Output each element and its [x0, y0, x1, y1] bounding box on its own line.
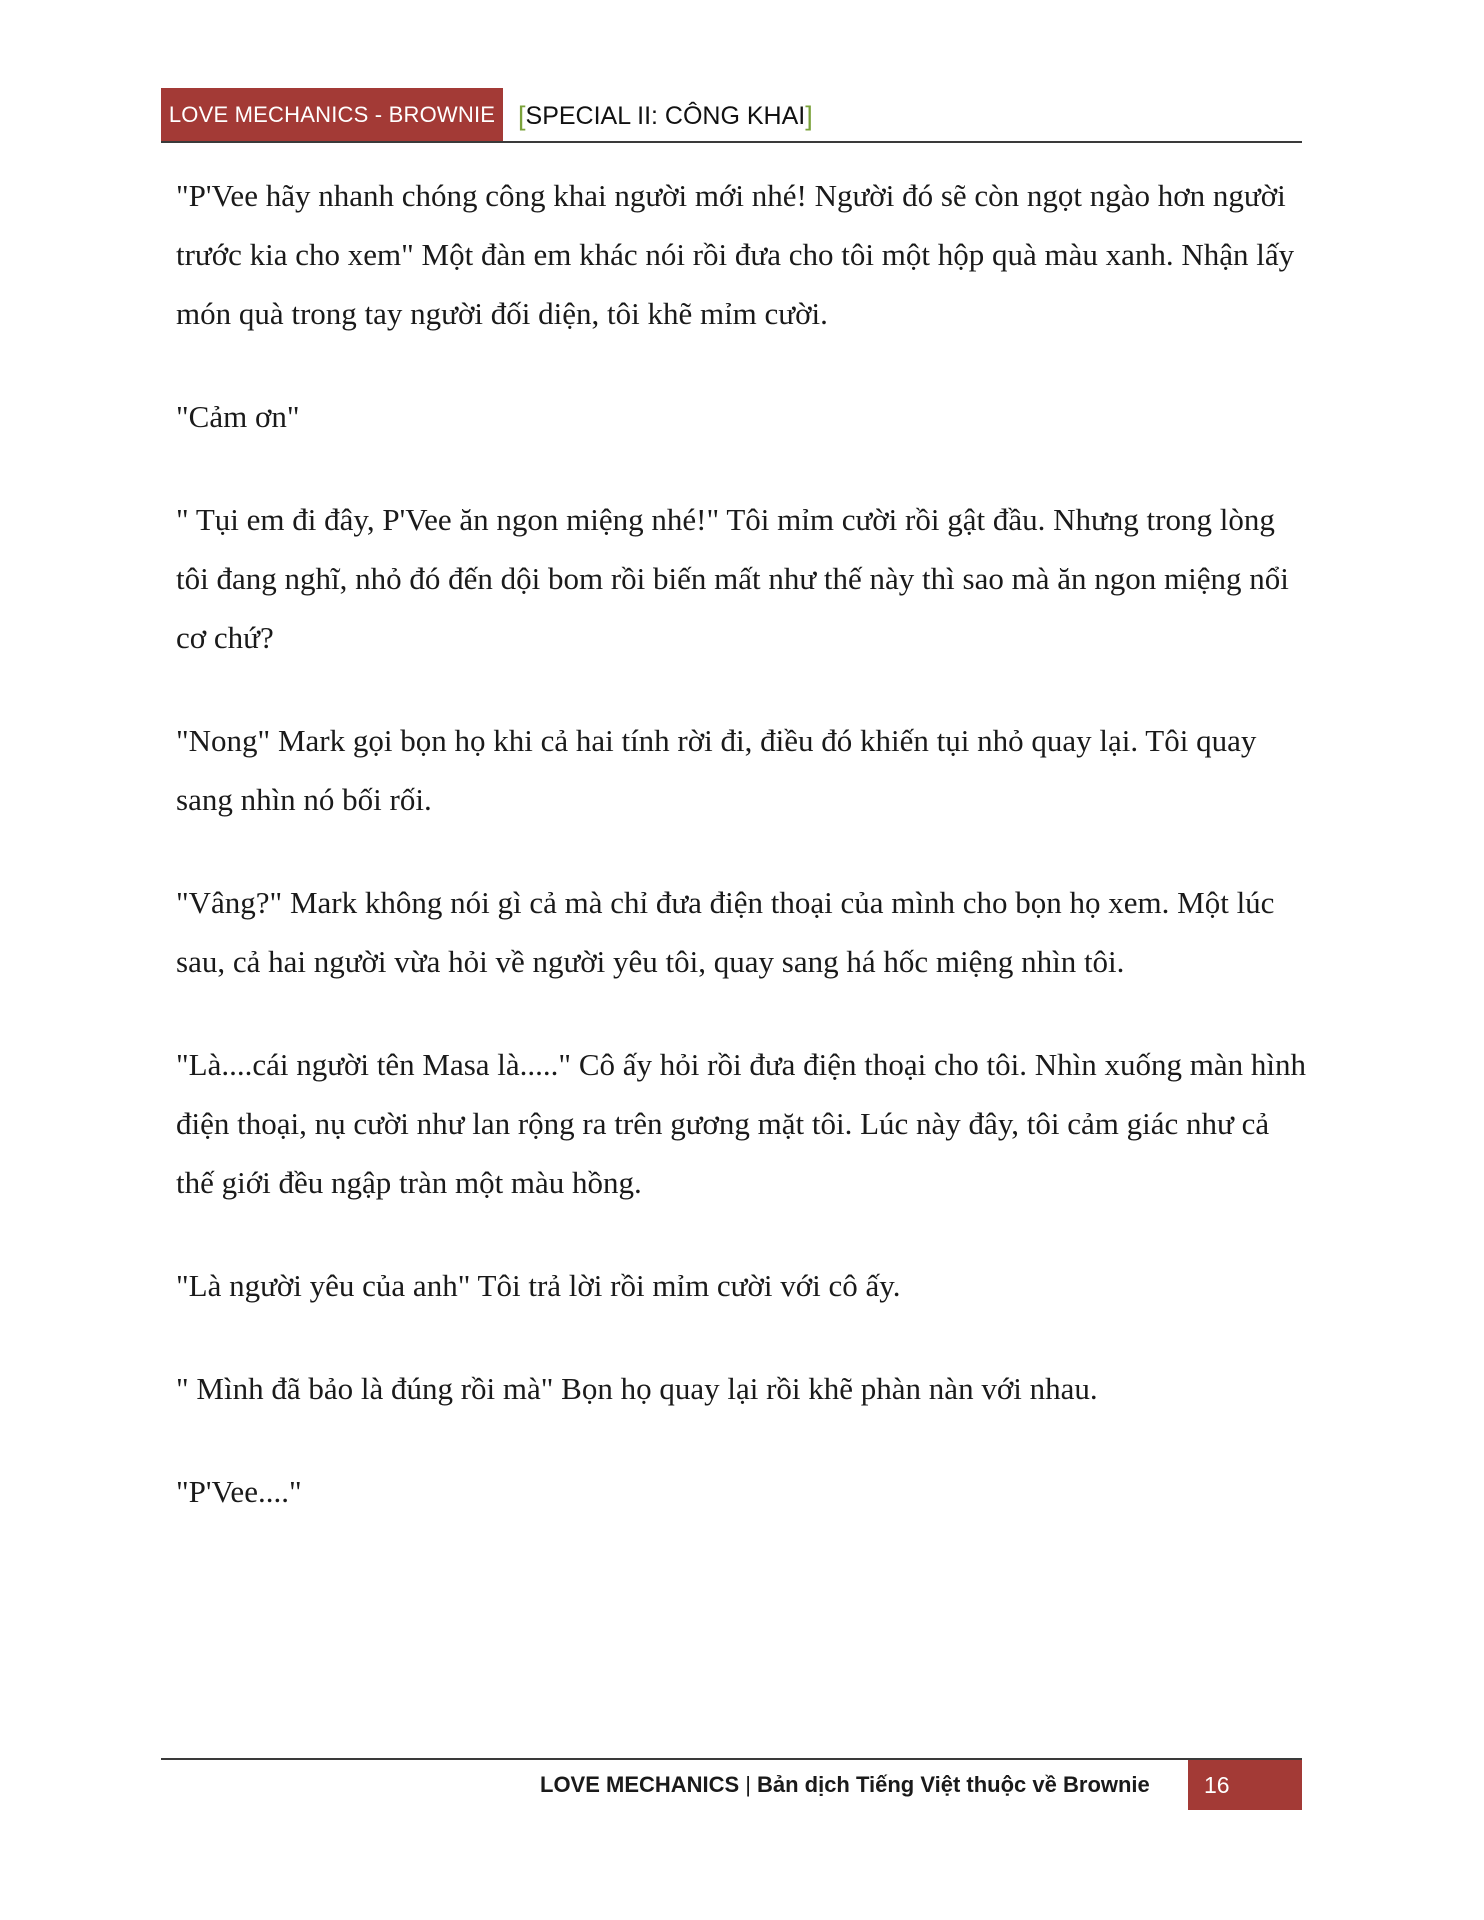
- header-book-label: LOVE MECHANICS - BROWNIE: [168, 102, 496, 127]
- paragraph: "Vâng?" Mark không nói gì cả mà chỉ đưa điện thoại của mình cho bọn họ xem. Một lúc sau, cả hai người vừa hỏi về người yêu tôi, quay sang há hốc miệng nhìn tôi.: [176, 885, 1275, 979]
- paragraph: " Mình đã bảo là đúng rồi mà" Bọn họ quay lại rồi khẽ phàn nàn với nhau.: [176, 1371, 1098, 1406]
- paragraph: "Nong" Mark gọi bọn họ khi cả hai tính rời đi, điều đó khiến tụi nhỏ quay lại. Tôi quay sang nhìn nó bối rối.: [176, 723, 1257, 817]
- footer-credit: [540, 1762, 1180, 1808]
- footer-divider: [161, 1758, 1302, 1760]
- header-divider: [161, 141, 1302, 143]
- paragraph: "P'Vee....": [176, 1474, 302, 1509]
- footer-separator: |: [745, 1772, 751, 1797]
- page-number: 16: [1204, 1771, 1230, 1798]
- footer-credit-text: Bản dịch Tiếng Việt thuộc về Brownie: [756, 1772, 1150, 1797]
- header-chapter-title: [518, 98, 813, 134]
- header-bracket-close: ]: [805, 100, 813, 131]
- header-book-tab: [161, 88, 503, 142]
- page-body: [176, 166, 1306, 1565]
- paragraph: " Tụi em đi đây, P'Vee ăn ngon miệng nhé!" Tôi mỉm cười rồi gật đầu. Nhưng trong lòng tôi đang nghĩ, nhỏ đó đến dội bom rồi biến mất như thế này thì sao mà ăn ngon miệng nổi cơ chứ?: [176, 502, 1289, 655]
- page-number-badge: [1188, 1760, 1302, 1810]
- paragraph: "P'Vee hãy nhanh chóng công khai người mới nhé! Người đó sẽ còn ngọt ngào hơn người trước kia cho xem" Một đàn em khác nói rồi đưa cho tôi một hộp quà màu xanh. Nhận lấy món quà trong tay người đối diện, tôi khẽ mỉm cười.: [176, 178, 1295, 331]
- chapter-title-text: SPECIAL II: CÔNG KHAI: [525, 101, 806, 130]
- paragraph: "Là....cái người tên Masa là....." Cô ấy hỏi rồi đưa điện thoại cho tôi. Nhìn xuống màn hình điện thoại, nụ cười như lan rộng ra trên gương mặt tôi. Lúc này đây, tôi cảm giác như cả thế giới đều ngập tràn một màu hồng.: [176, 1047, 1306, 1200]
- paragraph: "Cảm ơn": [176, 399, 300, 434]
- footer-book-title: LOVE MECHANICS: [540, 1772, 740, 1797]
- paragraph: "Là người yêu của anh" Tôi trả lời rồi mỉm cười với cô ấy.: [176, 1268, 901, 1303]
- header-bracket-open: [: [518, 100, 526, 131]
